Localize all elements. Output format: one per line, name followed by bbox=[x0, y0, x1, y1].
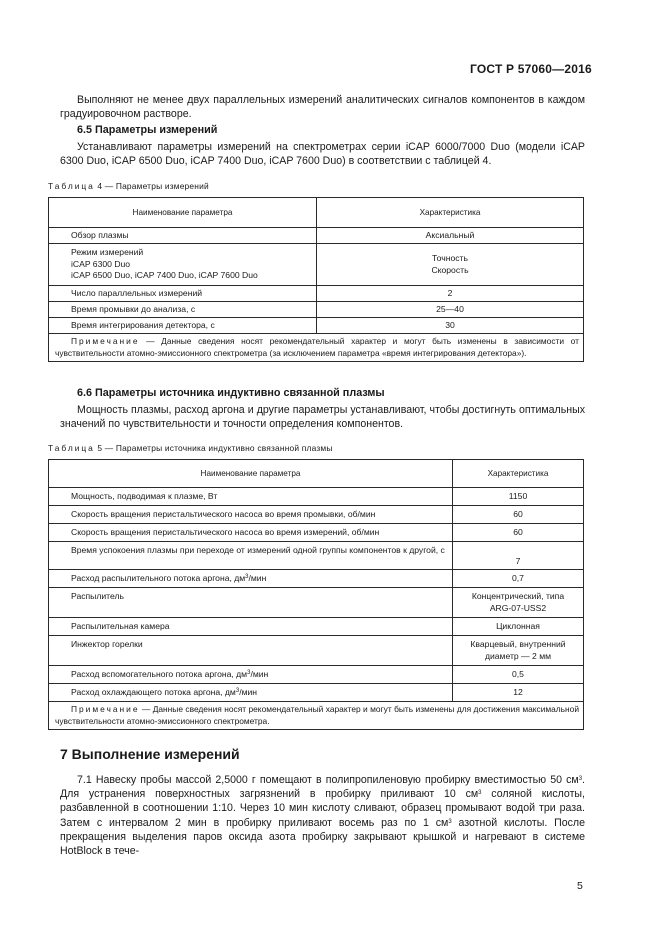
unit-superscript: 3 bbox=[247, 669, 251, 676]
table-cell-line: iCAP 6300 Duo bbox=[71, 258, 131, 269]
paragraph-text: азотной кислоты. После прекращения выделения паров оксида азота пробирку закрывают крышкой и нагревают в системе HotBlock в тече- bbox=[60, 816, 585, 858]
document-code: ГОСТ Р 57060—2016 bbox=[470, 62, 592, 76]
section-6-5-text: Устанавливают параметры измерений на спектрометрах серии iCAP 6000/7000 Duo (модели iCAP 6300 Duo, iCAP 6500 Duo, iCAP 7400 Duo, iCAP 7600 Duo) в соответствии с таблицей 4. bbox=[60, 141, 585, 168]
table-row bbox=[49, 318, 584, 334]
table-cell-line: диаметр — 2 мм bbox=[484, 650, 552, 661]
table-5 bbox=[48, 459, 584, 730]
table-cell-value: 25—40 bbox=[317, 302, 584, 318]
paragraph-text: . Для устранения поверхностных загрязнений в пробирку приливают 10 см bbox=[60, 774, 585, 801]
table-row bbox=[49, 666, 584, 684]
table-cell-name: Время промывки до анализа, с bbox=[49, 302, 317, 318]
table-cell-value: 30 bbox=[317, 318, 584, 334]
table-cell-name: Обзор плазмы bbox=[49, 228, 317, 244]
table-4 bbox=[48, 197, 584, 362]
unit-superscript: 3 bbox=[245, 573, 249, 580]
table-cell-value: 0,7 bbox=[453, 570, 584, 588]
table-cell-name bbox=[49, 244, 317, 286]
table-cell-line: Точность bbox=[432, 253, 468, 263]
table-cell-value bbox=[453, 636, 584, 666]
note-text: — Данные сведения носят рекомендательный характер и могут быть изменены в зависимости от чувствительности атомно-эмиссионного спектрометра (за исключением параметра «время интегрирования детектора»). bbox=[55, 336, 579, 358]
table-cell-value: Аксиальный bbox=[317, 228, 584, 244]
table-cell-name bbox=[49, 666, 453, 684]
table-row bbox=[49, 618, 584, 636]
table-row bbox=[49, 542, 584, 570]
paragraph-text: 7.1 Навеску пробы массой 2,5000 г помещают в полипропиленовую пробирку вместимостью 50 см bbox=[77, 774, 579, 786]
unit-superscript: 3 bbox=[578, 776, 583, 782]
table-row bbox=[49, 684, 584, 702]
table-cell-line: Скорость bbox=[431, 264, 469, 275]
table-cell-name: Число параллельных измерений bbox=[49, 286, 317, 302]
table-note-row bbox=[49, 334, 584, 362]
table-5-note bbox=[49, 702, 584, 730]
name-unit: /мин bbox=[239, 686, 258, 697]
note-label: Примечание bbox=[71, 704, 140, 714]
name-unit: /мин bbox=[248, 572, 267, 583]
table-5-caption-label: Таблица bbox=[48, 443, 95, 453]
table-4-caption-title: 4 — Параметры измерений bbox=[94, 181, 209, 191]
table-row bbox=[49, 488, 584, 506]
table-4-header-value: Характеристика bbox=[317, 198, 584, 228]
table-cell-name: Время успокоения плазмы при переходе от измерений одной группы компонентов к другой, с bbox=[49, 542, 453, 570]
table-cell-value bbox=[317, 244, 584, 286]
table-cell-value: Циклонная bbox=[453, 618, 584, 636]
table-row bbox=[49, 506, 584, 524]
table-cell-value: 2 bbox=[317, 286, 584, 302]
unit-superscript: 3 bbox=[448, 818, 452, 825]
table-5-caption-title: 5 — Параметры источника индуктивно связанной плазмы bbox=[94, 443, 333, 453]
table-cell-name: Инжектор горелки bbox=[49, 636, 453, 666]
table-cell-value: 12 bbox=[453, 684, 584, 702]
table-cell-value bbox=[453, 588, 584, 618]
note-label: Примечание bbox=[71, 336, 140, 346]
table-cell-name bbox=[49, 684, 453, 702]
table-5-caption bbox=[48, 443, 333, 453]
table-4-note bbox=[49, 334, 584, 362]
table-row bbox=[49, 302, 584, 318]
table-row bbox=[49, 286, 584, 302]
section-7-title: 7 Выполнение измерений bbox=[60, 746, 240, 762]
page-number: 5 bbox=[577, 880, 583, 892]
table-4-caption-label: Таблица bbox=[48, 181, 95, 191]
table-row bbox=[49, 244, 584, 286]
table-cell-name: Время интегрирования детектора, с bbox=[49, 318, 317, 334]
note-text: — Данные сведения носят рекомендательный характер и могут быть изменены для достижения максимальной чувствительности атомно-эмиссионного спектрометра. bbox=[55, 704, 579, 726]
name-text: Расход охлаждающего потока аргона, дм bbox=[71, 686, 236, 697]
table-cell-value: 0,5 bbox=[453, 666, 584, 684]
name-text: Расход распылительного потока аргона, дм bbox=[71, 572, 246, 583]
table-cell-name: Распылительная камера bbox=[49, 618, 453, 636]
table-cell-line: Кварцевый, внутренний bbox=[470, 638, 566, 649]
name-unit: /мин bbox=[250, 668, 269, 679]
table-cell-name: Мощность, подводимая к плазме, Вт bbox=[49, 488, 453, 506]
table-cell-name: Распылитель bbox=[49, 588, 453, 618]
table-cell-name: Скорость вращения перистальтического насоса во время промывки, об/мин bbox=[49, 506, 453, 524]
section-7-1-paragraph bbox=[60, 773, 585, 858]
table-5-header-value: Характеристика bbox=[453, 460, 584, 488]
section-6-5-title: 6.5 Параметры измерений bbox=[77, 124, 218, 136]
paragraph-text: соляной кислоты, разбавленной в соотношении 1:10. Через 10 мин кислоту сливают, образец промывают водой три раза. Затем с интервалом 2 мин в пробирку приливают восемь раз по 1 см bbox=[60, 788, 585, 829]
table-cell-line: Концентрический, типа bbox=[471, 590, 565, 601]
table-cell-name: Скорость вращения перистальтического насоса во время измерений, об/мин bbox=[49, 524, 453, 542]
section-6-6-title: 6.6 Параметры источника индуктивно связанной плазмы bbox=[77, 387, 385, 399]
table-cell-value: 60 bbox=[453, 524, 584, 542]
table-row bbox=[49, 570, 584, 588]
table-cell-value: 1150 bbox=[453, 488, 584, 506]
table-row bbox=[49, 636, 584, 666]
table-cell-name bbox=[49, 570, 453, 588]
table-5-header-name: Наименование параметра bbox=[49, 460, 453, 488]
table-cell-line: Режим измерений bbox=[71, 247, 144, 257]
table-cell-line: ARG-07-USS2 bbox=[489, 602, 547, 613]
table-row bbox=[49, 588, 584, 618]
unit-superscript: 3 bbox=[478, 790, 482, 797]
section-6-6-text: Мощность плазмы, расход аргона и другие параметры устанавливают, чтобы достигнуть оптимальных значений по чувствительности и точности определения компонентов. bbox=[60, 404, 585, 431]
table-note-row bbox=[49, 702, 584, 730]
table-4-caption bbox=[48, 181, 209, 191]
table-row bbox=[49, 228, 584, 244]
intro-paragraph: Выполняют не менее двух параллельных измерений аналитических сигналов компонентов в каждом градуировочном растворе. bbox=[60, 94, 585, 121]
table-cell-value: 60 bbox=[453, 506, 584, 524]
unit-superscript: 3 bbox=[235, 687, 240, 694]
table-cell-value: 7 bbox=[453, 542, 584, 570]
table-4-header-name: Наименование параметра bbox=[49, 198, 317, 228]
name-text: Расход вспомогательного потока аргона, дм bbox=[71, 668, 248, 679]
table-cell-line: iCAP 6500 Duo, iCAP 7400 Duo, iCAP 7600 Duo bbox=[71, 270, 258, 281]
table-row bbox=[49, 524, 584, 542]
